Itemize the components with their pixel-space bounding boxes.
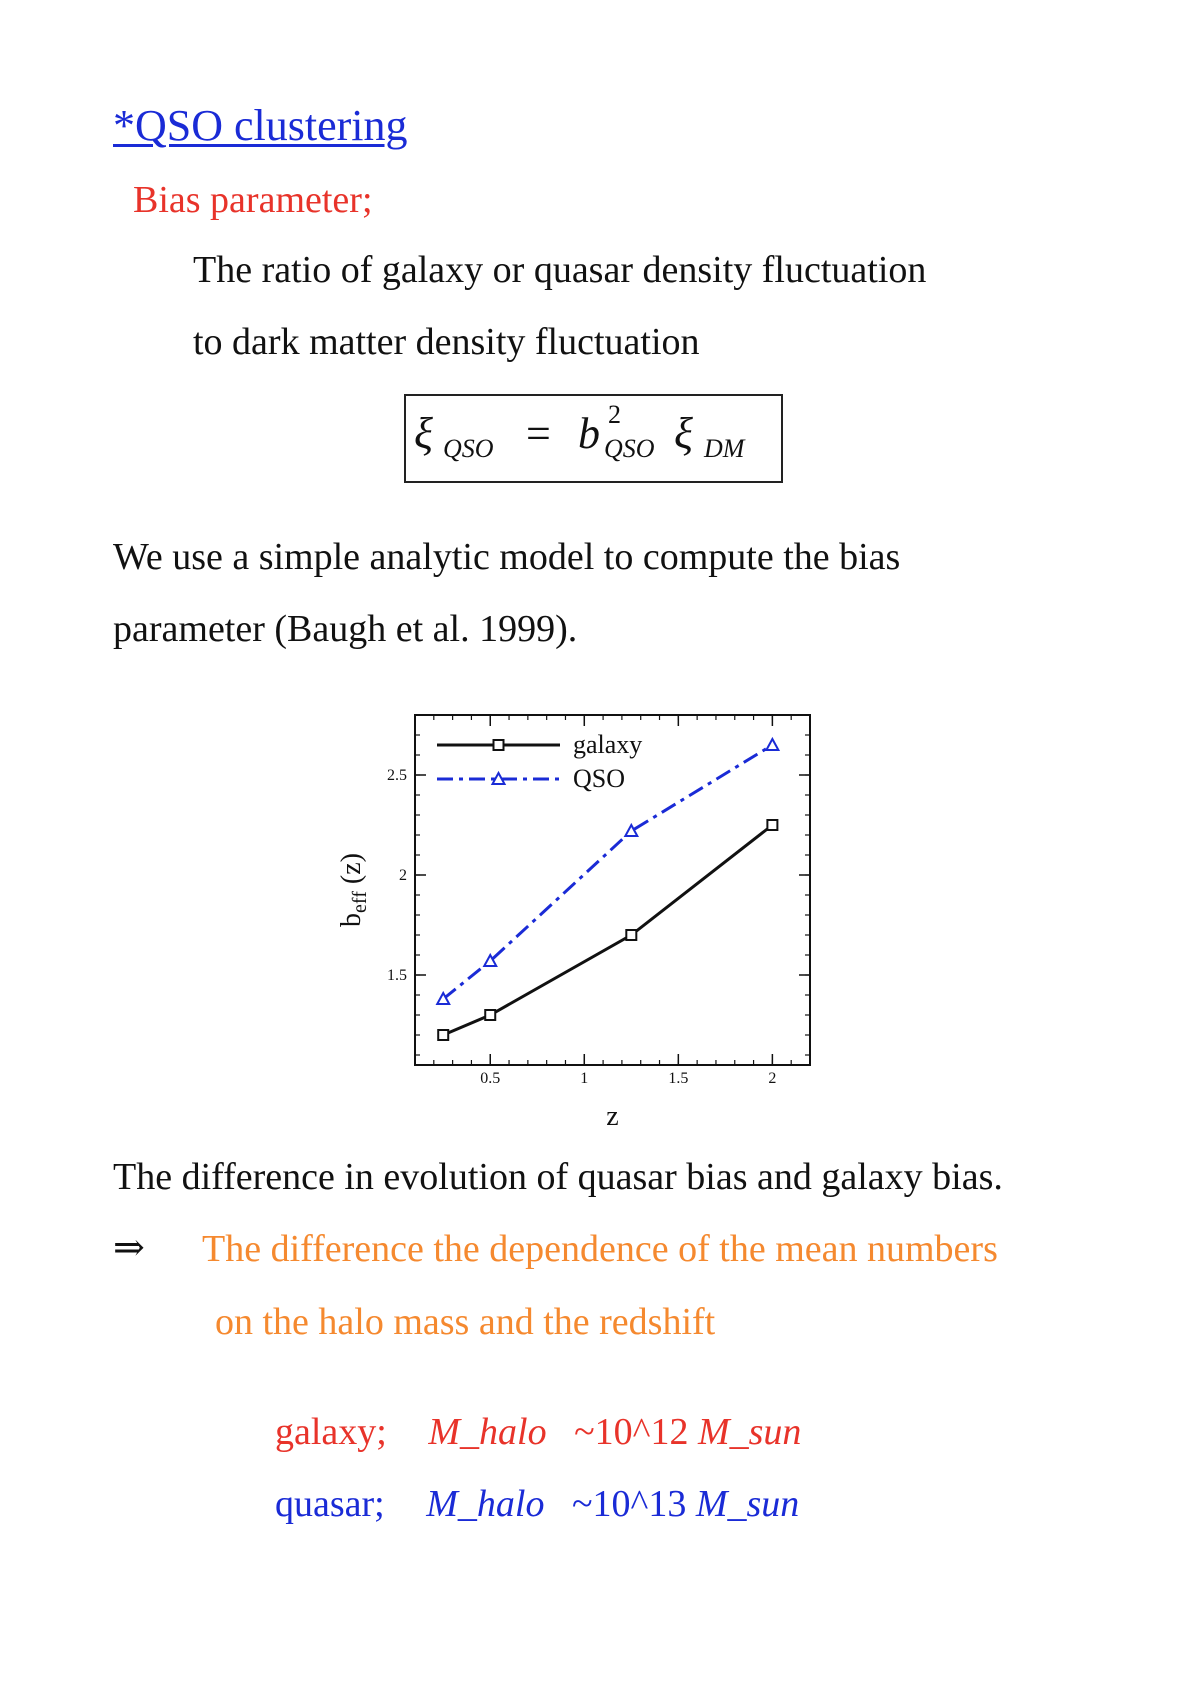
formula-b: b — [578, 409, 600, 458]
quasar-mass-approx: ~10^13 — [571, 1483, 687, 1525]
implication-line-2: on the halo mass and the redshift — [215, 1301, 716, 1343]
formula-xi-dm: ξ — [674, 409, 693, 458]
y-tick-label: 2.5 — [387, 767, 407, 784]
bias-formula — [406, 396, 781, 481]
bias-chart — [320, 700, 820, 1140]
quasar-mass-unit: M_sun — [695, 1483, 800, 1525]
data-point-galaxy — [626, 930, 636, 940]
y-axis-label: $b_{eff}$ (z) — [336, 853, 371, 927]
implication-arrow: ⇒ — [113, 1227, 145, 1269]
definition-line-2: to dark matter density fluctuation — [193, 321, 700, 363]
x-tick-label: 0.5 — [480, 1070, 501, 1087]
formula-xi: ξ — [414, 409, 433, 458]
legend-label-qso: QSO — [573, 764, 626, 793]
galaxy-mass-var: M_halo — [428, 1411, 547, 1453]
data-point-qso — [625, 825, 637, 836]
definition-line-1: The ratio of galaxy or quasar density fluctuation — [193, 249, 927, 291]
x-tick-label: 1 — [580, 1070, 589, 1087]
x-tick-label: 2 — [768, 1070, 777, 1087]
data-point-galaxy — [767, 820, 777, 830]
model-line-2: parameter (Baugh et al. 1999). — [113, 608, 578, 650]
y-tick-label: 2 — [399, 867, 407, 884]
section-subtitle: Bias parameter; — [133, 179, 373, 221]
galaxy-mass-line — [275, 1410, 801, 1454]
galaxy-mass-approx: ~10^12 — [574, 1411, 689, 1453]
galaxy-mass-unit: M_sun — [697, 1411, 802, 1453]
page-title: *QSO clustering — [113, 101, 408, 150]
model-line-1: We use a simple analytic model to compute the bias — [113, 536, 901, 578]
formula-sub-qso-b: QSO — [604, 434, 655, 463]
implication-line-1: The difference the dependence of the mean numbers — [202, 1228, 998, 1270]
formula-sub-dm: DM — [704, 434, 745, 463]
formula-box — [404, 394, 783, 483]
data-point-galaxy — [438, 1030, 448, 1040]
data-point-galaxy — [485, 1010, 495, 1020]
quasar-mass-line — [275, 1482, 799, 1526]
x-axis-label: z — [606, 1101, 619, 1132]
legend-marker-galaxy — [494, 740, 504, 750]
series-line-galaxy — [443, 825, 772, 1035]
data-point-qso — [766, 739, 778, 750]
quasar-mass-var: M_halo — [426, 1483, 545, 1525]
formula-equals: = — [526, 409, 551, 458]
formula-exponent: 2 — [608, 400, 621, 429]
quasar-mass-label: quasar; — [275, 1483, 385, 1525]
galaxy-mass-label: galaxy; — [275, 1411, 387, 1453]
legend-label-galaxy: galaxy — [573, 730, 643, 759]
difference-text: The difference in evolution of quasar bias and galaxy bias. — [113, 1156, 1003, 1198]
y-tick-label: 1.5 — [387, 967, 407, 984]
formula-sub-qso: QSO — [443, 434, 494, 463]
x-tick-label: 1.5 — [668, 1070, 689, 1087]
